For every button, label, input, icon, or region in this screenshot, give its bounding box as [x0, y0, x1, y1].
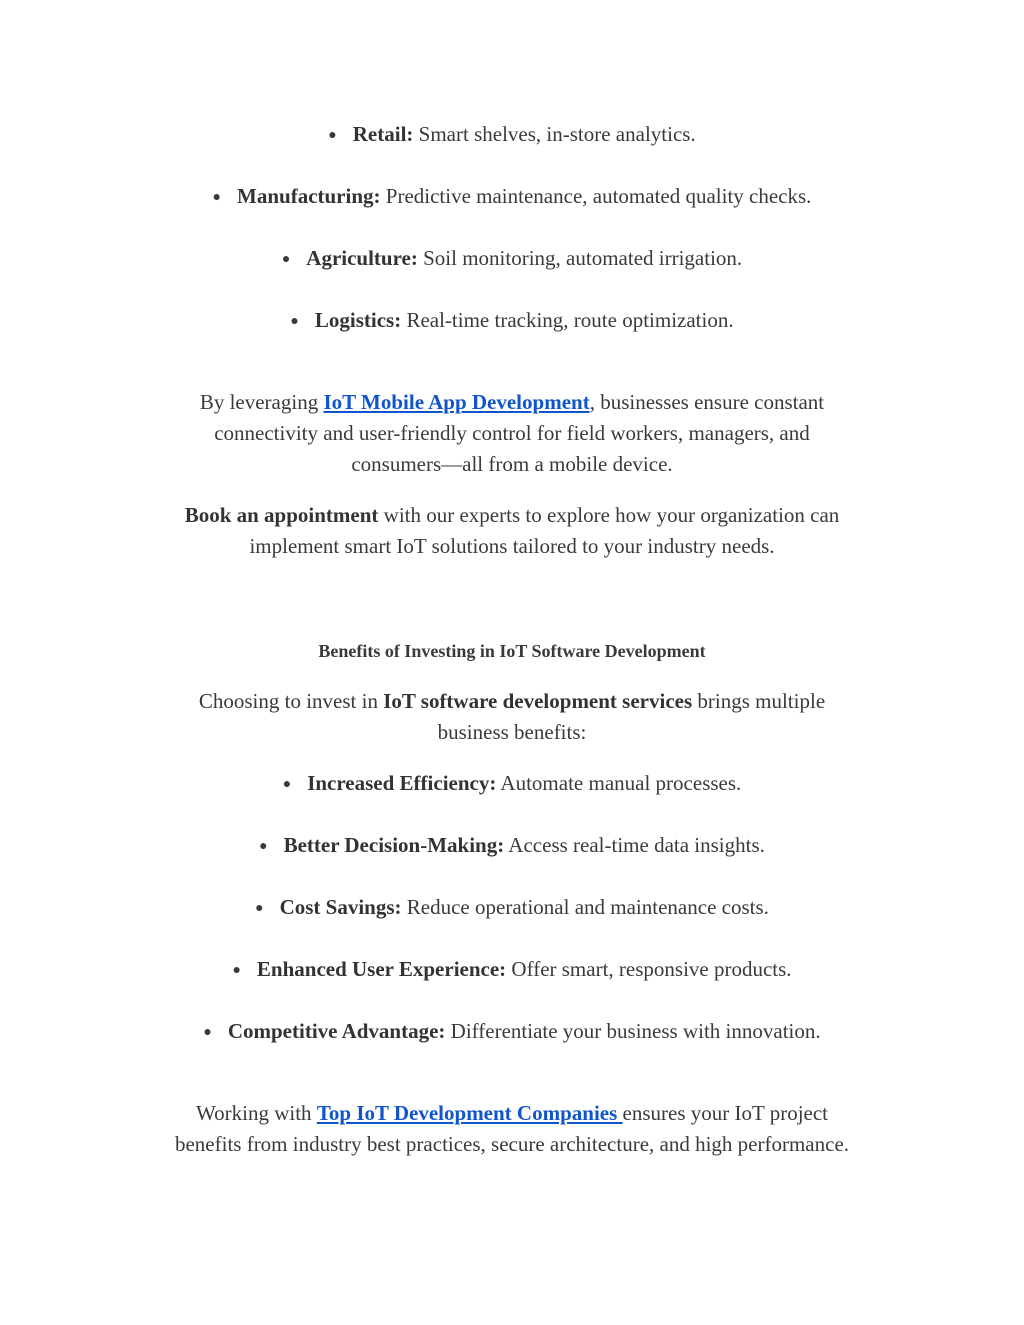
list-item — [0, 181, 1024, 213]
paragraph-text: By leveraging — [199, 390, 324, 414]
list-item-label: Cost Savings: — [279, 895, 402, 919]
leverage-paragraph-line: connectivity and user-friendly control for field workers, managers, and — [214, 421, 810, 445]
section-heading: Benefits of Investing in IoT Software Development — [318, 641, 706, 661]
list-item-label: Retail: — [352, 122, 414, 146]
bullet-icon: ● — [259, 839, 268, 854]
bullet-icon: ● — [282, 777, 292, 792]
list-item-text: Soil monitoring, automated irrigation. — [417, 246, 743, 270]
leverage-paragraph-line: consumers—all from a mobile device. — [351, 452, 673, 476]
list-item-label: Competitive Advantage: — [227, 1019, 446, 1043]
list-item — [0, 892, 1024, 924]
book-appointment-text: Book an appointment — [184, 503, 379, 527]
list-item-text: Reduce operational and maintenance costs. — [401, 895, 769, 919]
bullet-icon: ● — [255, 901, 264, 916]
benefits-intro-line: business benefits: — [437, 720, 587, 744]
list-item — [0, 119, 1024, 151]
bullet-icon: ● — [328, 128, 337, 143]
list-item-text: Predictive maintenance, automated quality checks. — [380, 184, 812, 208]
list-item-label: Agriculture: — [306, 246, 418, 270]
closing-paragraph-line: benefits from industry best practices, secure architecture, and high performance. — [174, 1132, 850, 1156]
paragraph-text: , businesses ensure constant — [589, 390, 825, 414]
paragraph-text: brings multiple — [692, 689, 826, 713]
leverage-paragraph-line — [0, 387, 1024, 418]
list-item-text: Automate manual processes. — [496, 771, 742, 795]
closing-paragraph-line — [0, 1098, 1024, 1129]
list-item-text: Smart shelves, in-store analytics. — [413, 122, 696, 146]
bullet-icon: ● — [212, 190, 222, 205]
list-item-label: Logistics: — [314, 308, 402, 332]
bullet-icon: ● — [232, 963, 241, 978]
list-item-label: Better Decision-Making: — [283, 833, 505, 857]
paragraph-text: ensures your IoT project — [622, 1101, 828, 1125]
list-item — [0, 768, 1024, 800]
bullet-icon: ● — [290, 314, 299, 329]
list-item-text: Real-time tracking, route optimization. — [401, 308, 734, 332]
list-item-text: Access real-time data insights. — [504, 833, 765, 857]
list-item-label: Manufacturing: — [237, 184, 381, 208]
list-item — [0, 243, 1024, 275]
appointment-paragraph-line: implement smart IoT solutions tailored to your industry needs. — [249, 534, 775, 558]
benefits-intro-line — [0, 686, 1024, 717]
paragraph-text: with our experts to explore how your organization can — [378, 503, 840, 527]
list-item — [0, 1016, 1024, 1048]
paragraph-bold-text: IoT software development services — [383, 689, 693, 713]
list-item-text: Differentiate your business with innovation. — [445, 1019, 821, 1043]
list-item — [0, 305, 1024, 337]
list-item — [0, 954, 1024, 986]
top-iot-development-companies-link[interactable]: Top IoT Development Companies — [316, 1101, 623, 1125]
bullet-icon: ● — [281, 252, 291, 267]
list-item-text: Offer smart, responsive products. — [506, 957, 792, 981]
list-item-label: Enhanced User Experience: — [256, 957, 507, 981]
appointment-paragraph-line — [0, 500, 1024, 531]
paragraph-text: Working with — [196, 1101, 317, 1125]
list-item-label: Increased Efficiency: — [307, 771, 497, 795]
iot-mobile-app-development-link[interactable]: IoT Mobile App Development — [323, 390, 590, 414]
paragraph-text: Choosing to invest in — [198, 689, 384, 713]
bullet-icon: ● — [203, 1025, 212, 1040]
list-item — [0, 830, 1024, 862]
